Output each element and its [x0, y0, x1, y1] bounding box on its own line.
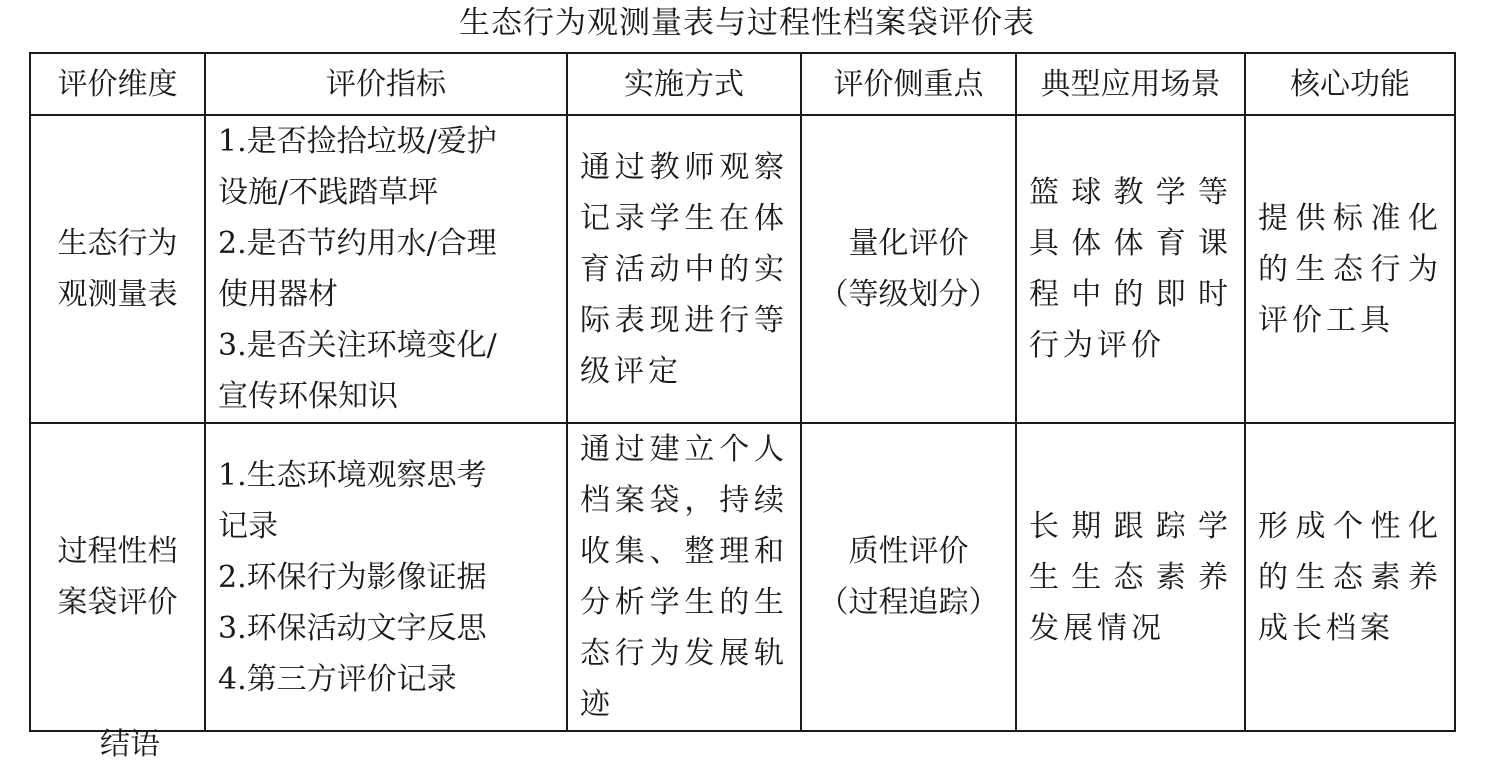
evaluation-table: [29, 52, 1456, 732]
cell-indicators: 1.是否捡拾垃圾/爱护 设施/不践踏草坪 2.是否节约用水/合理 使用器材 3.是否关注环境变化/ 宣传环保知识: [205, 115, 567, 423]
cell-scenario: 篮球教学等具体体育课程中的即时行为评价: [1016, 115, 1245, 423]
cell-function: 形成个性化的生态素养成长档案: [1245, 423, 1455, 731]
cell-focus: 质性评价 （过程追踪）: [801, 423, 1016, 731]
header-function: 核心功能: [1245, 53, 1455, 115]
table-header-row: [30, 53, 1455, 115]
cell-method: 通过建立个人档案袋，持续收集、整理和分析学生的生态行为发展轨迹: [567, 423, 801, 731]
header-dimension: 评价维度: [30, 53, 205, 115]
cell-dimension: 过程性档 案袋评价: [30, 423, 205, 731]
cell-scenario: 长期跟踪学生生态素养发展情况: [1016, 423, 1245, 731]
header-focus: 评价侧重点: [801, 53, 1016, 115]
cell-method: 通过教师观察记录学生在体育活动中的实际表现进行等级评定: [567, 115, 801, 423]
cell-function: 提供标准化的生态行为评价工具: [1245, 115, 1455, 423]
page-title: 生态行为观测量表与过程性档案袋评价表: [459, 5, 1035, 41]
cell-focus: 量化评价 （等级划分）: [801, 115, 1016, 423]
table-row: [30, 423, 1455, 731]
table-row: [30, 115, 1455, 423]
header-indicators: 评价指标: [205, 53, 567, 115]
cell-indicators: 1.生态环境观察思考 记录 2.环保行为影像证据 3.环保活动文字反思 4.第三方评价记录: [205, 423, 567, 731]
cell-dimension: 生态行为 观测量表: [30, 115, 205, 423]
header-scenario: 典型应用场景: [1016, 53, 1245, 115]
trailing-section-heading: 结语: [100, 727, 160, 762]
header-method: 实施方式: [567, 53, 801, 115]
